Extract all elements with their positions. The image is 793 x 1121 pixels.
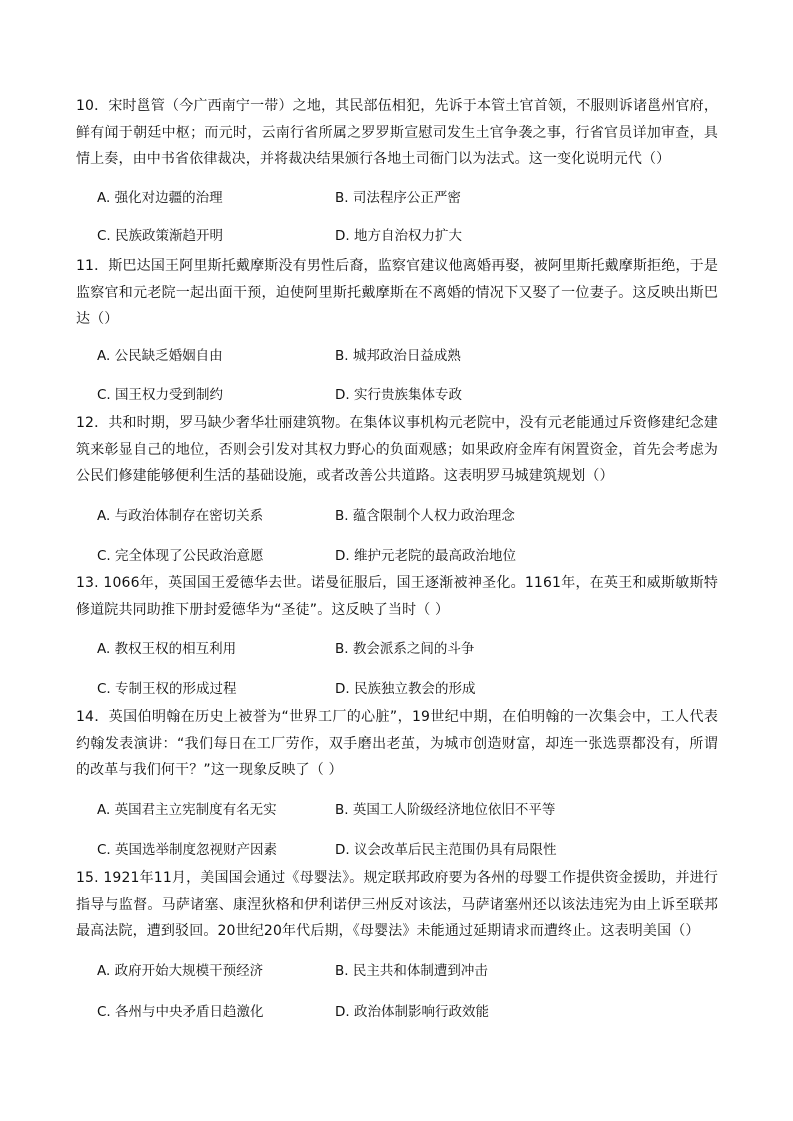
- question-13-option-c: C. 专制王权的形成过程: [97, 681, 237, 697]
- question-14-option-b: B. 英国工人阶级经济地位依旧不平等: [335, 802, 556, 818]
- question-13-stem: 13. 1066年，英国国王爱德华去世。诺曼征服后，国王逐渐被神圣化。1161年，在英王和威斯敏斯特修道院共同助推下册封爱德华为“圣徒”。这反映了当时（ ）: [76, 575, 718, 618]
- question-11-option-b: B. 城邦政治日益成熟: [335, 348, 461, 364]
- question-12-option-b: B. 蕴含限制个人权力政治理念: [335, 508, 515, 524]
- question-14-option-d: D. 议会改革后民主范围仍具有局限性: [335, 842, 557, 858]
- question-11-option-a: A. 公民缺乏婚姻自由: [97, 348, 223, 364]
- question-13-option-a: A. 教权王权的相互利用: [97, 641, 237, 657]
- question-11-option-d: D. 实行贵族集体专政: [335, 387, 462, 403]
- question-13-option-d: D. 民族独立教会的形成: [335, 681, 476, 697]
- question-15-stem: 15. 1921年11月，美国国会通过《母婴法》。规定联邦政府要为各州的母婴工作提供资金援助，并进行指导与监督。马萨诸塞、康涅狄格和伊利诺伊三州反对该法，马萨诸塞州还以该法违宪为由上诉至联邦最高法院，遭到驳回。20世纪20年代后期，《母婴法》未能通过延期请求而遭终止。这表明美国（）: [76, 870, 718, 939]
- question-10-option-d: D. 地方自治权力扩大: [335, 228, 462, 244]
- question-11-option-c: C. 国王权力受到制约: [97, 387, 224, 403]
- question-15-option-d: D. 政治体制影响行政效能: [335, 1004, 489, 1020]
- question-10-option-b: B. 司法程序公正严密: [335, 190, 461, 206]
- question-14-stem: 14．英国伯明翰在历史上被誉为“世界工厂的心脏”，19世纪中期，在伯明翰的一次集会中，工人代表约翰发表演讲：“我们每日在工厂劳作，双手磨出老茧，为城市创造财富，却连一张选票都没有，所谓的改革与我们何干？”这一现象反映了（ ）: [76, 709, 718, 778]
- question-15-option-b: B. 民主共和体制遭到冲击: [335, 963, 488, 979]
- question-14-option-c: C. 英国选举制度忽视财产因素: [97, 842, 278, 858]
- question-12-stem: 12．共和时期，罗马缺少奢华壮丽建筑物。在集体议事机构元老院中，没有元老能通过斥资修建纪念建筑来彰显自己的地位，否则会引发对其权力野心的负面观感；如果政府金库有闲置资金，首先会考虑为公民们修建能够便利生活的基础设施，或者改善公共道路。这表明罗马城建筑规划（）: [76, 415, 718, 484]
- question-12-option-d: D. 维护元老院的最高政治地位: [335, 548, 516, 564]
- question-12-option-c: C. 完全体现了公民政治意愿: [97, 548, 264, 564]
- question-14-option-a: A. 英国君主立宪制度有名无实: [97, 802, 277, 818]
- question-13-option-b: B. 教会派系之间的斗争: [335, 641, 475, 657]
- question-10-stem: 10．宋时邕管（今广西南宁一带）之地，其民部伍相犯，先诉于本管土官首领，不服则诉诸邕州官府，鲜有闻于朝廷中枢；而元时，云南行省所属之罗罗斯宣慰司发生土官争袭之事，行省官员详加审查，具情上奏，由中书省依律裁决，并将裁决结果颁行各地土司衙门以为法式。这一变化说明元代（）: [76, 98, 718, 167]
- question-15-option-a: A. 政府开始大规模干预经济: [97, 963, 264, 979]
- question-11-stem: 11．斯巴达国王阿里斯托戴摩斯没有男性后裔，监察官建议他离婚再娶，被阿里斯托戴摩斯拒绝，于是监察官和元老院一起出面干预，迫使阿里斯托戴摩斯在不离婚的情况下又娶了一位妻子。这反映出斯巴达（）: [76, 258, 718, 327]
- question-15-option-c: C. 各州与中央矛盾日趋激化: [97, 1004, 264, 1020]
- question-12-option-a: A. 与政治体制存在密切关系: [97, 508, 264, 524]
- question-10-option-c: C. 民族政策渐趋开明: [97, 228, 224, 244]
- question-10-option-a: A. 强化对边疆的治理: [97, 190, 223, 206]
